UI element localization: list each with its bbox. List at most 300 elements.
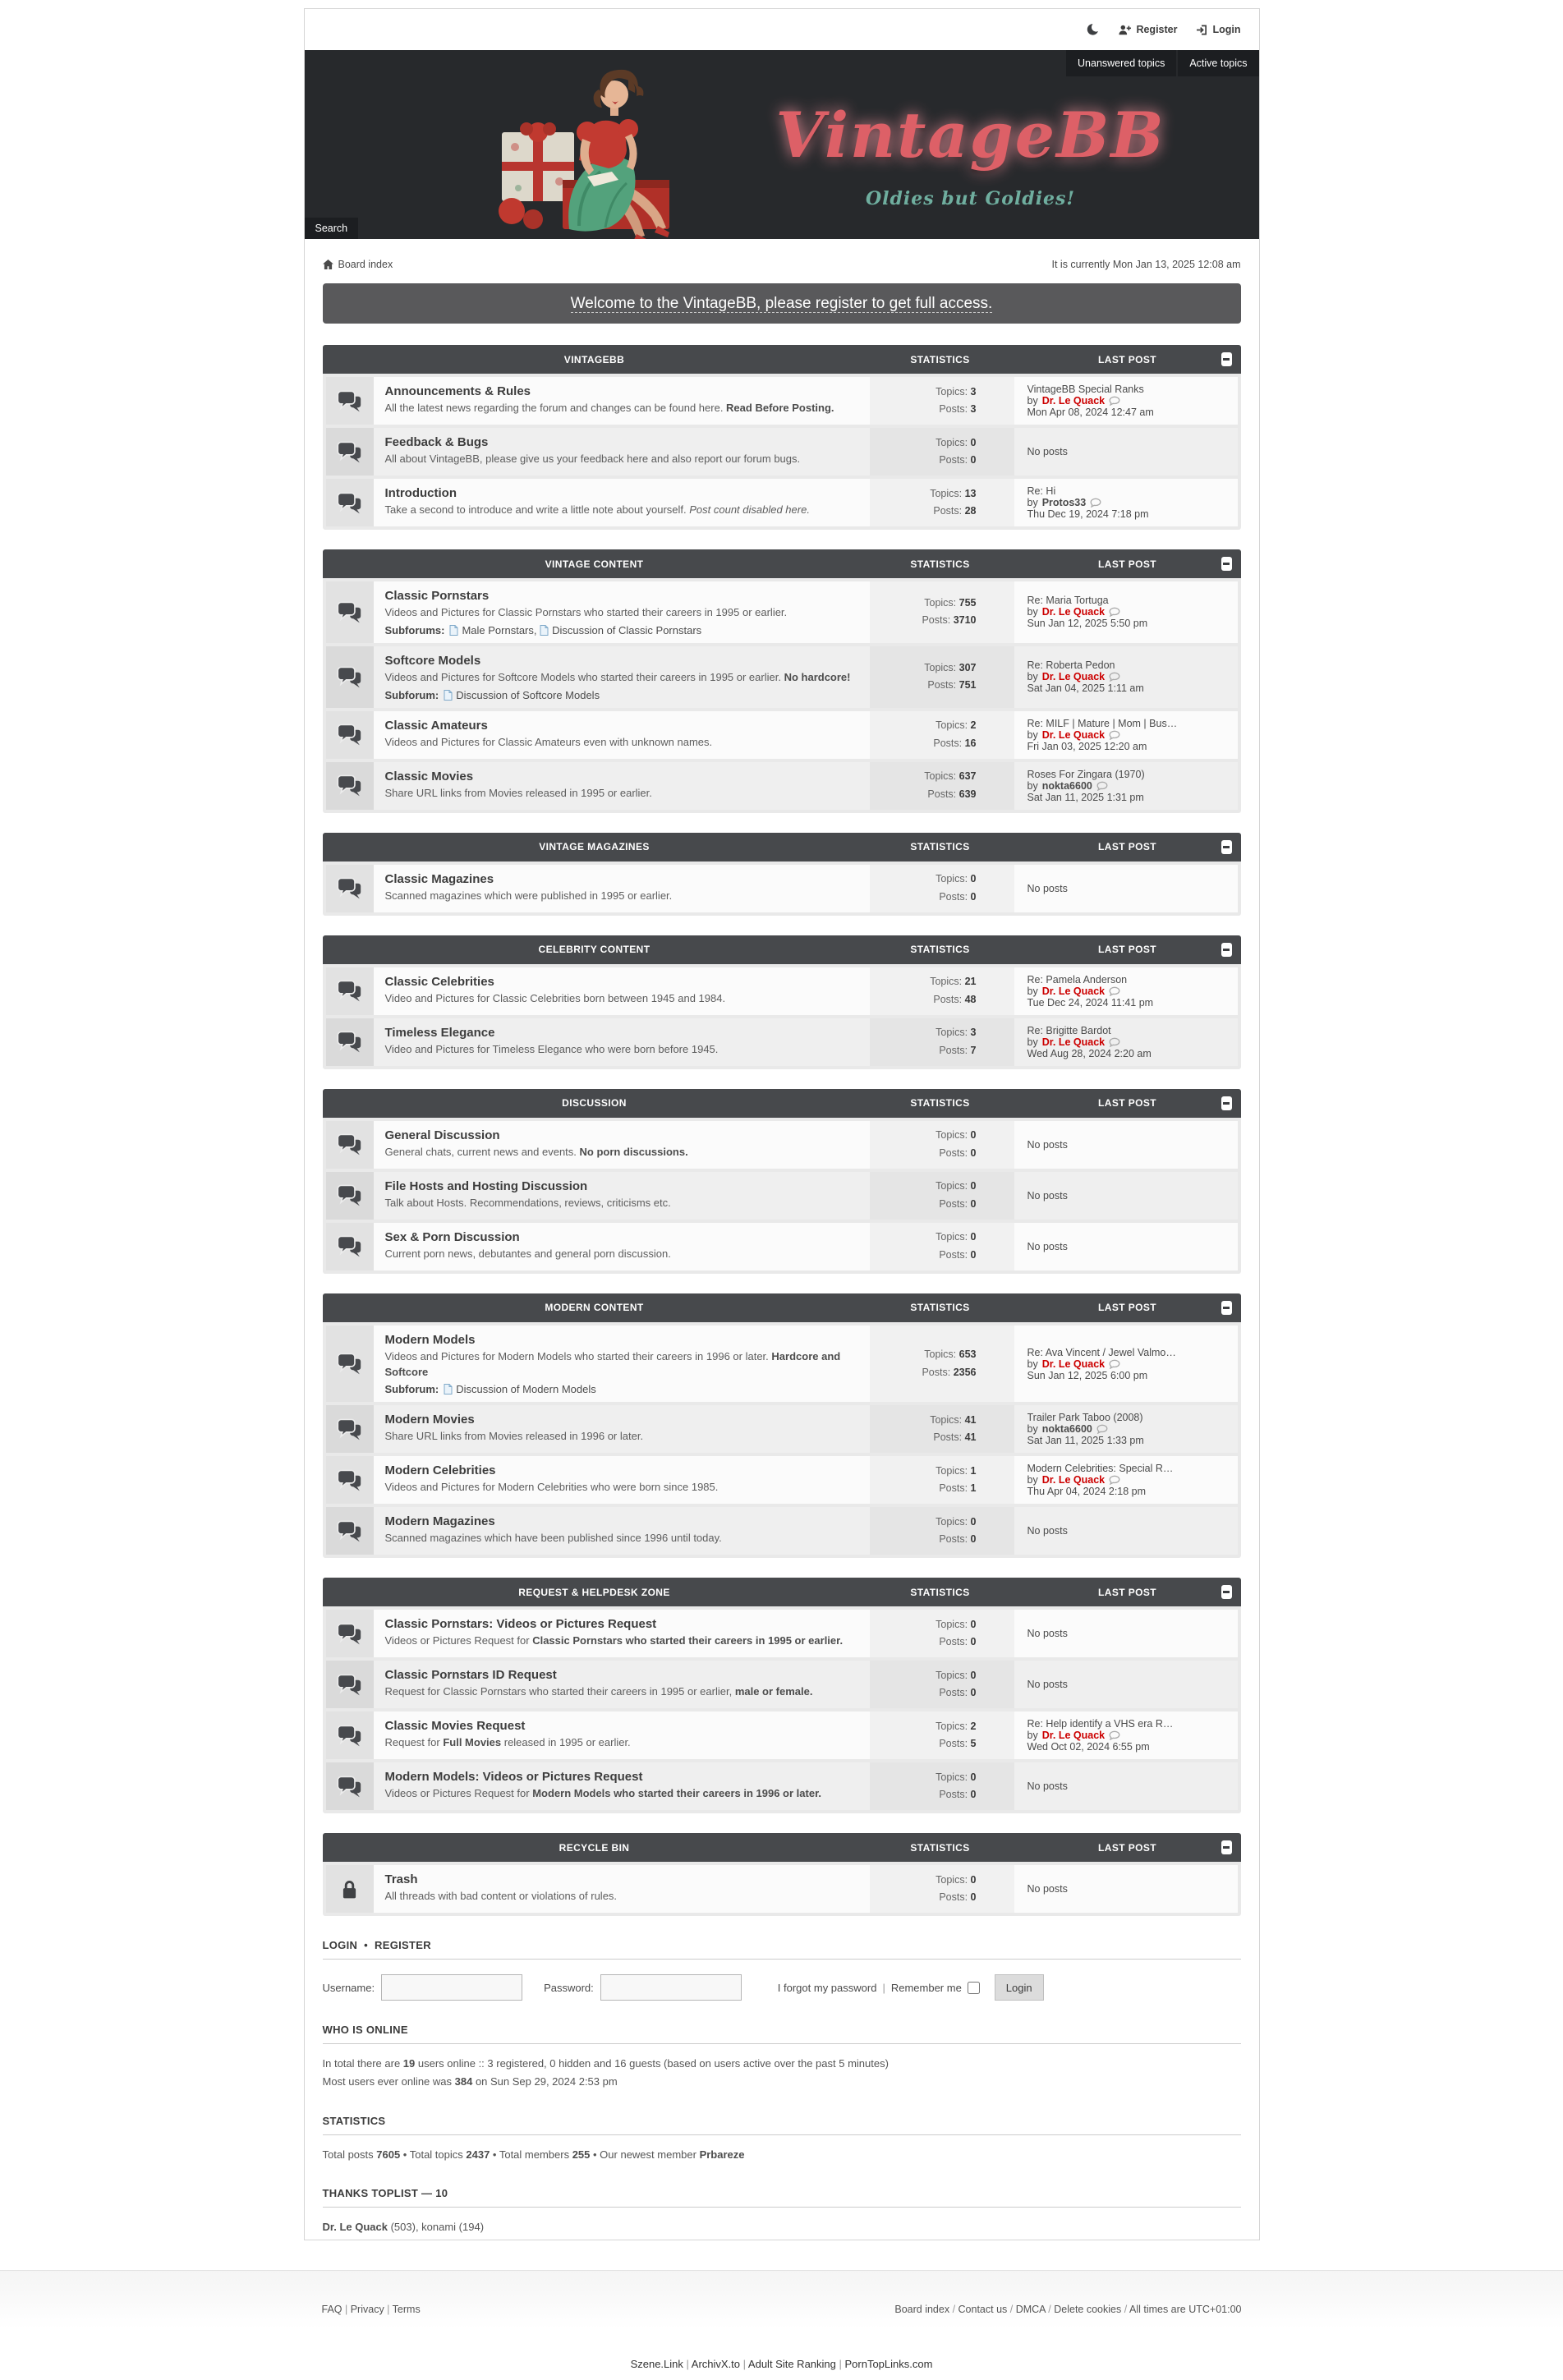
statistics-line: Total posts 7605 • Total topics 2437 • Total members 255 • Our newest member Prbareze	[322, 2148, 745, 2161]
login-section-link[interactable]: LOGIN	[322, 1939, 358, 1952]
forum-description: All the latest news regarding the forum and changes can be found here. Read Before Posting.	[384, 402, 834, 414]
last-post-title[interactable]: Re: Maria Tortuga	[1027, 595, 1109, 607]
last-post-date: Sat Jan 11, 2025 1:31 pm	[1027, 791, 1144, 803]
forum-statistics-cell	[870, 1405, 1014, 1453]
last-post-date: Sat Jan 11, 2025 1:33 pm	[1027, 1435, 1144, 1447]
forum-statistics-cell	[870, 1507, 1014, 1555]
go-to-last-post-icon[interactable]	[1109, 396, 1120, 406]
topics-label: Topics:	[936, 1465, 968, 1477]
topics-label: Topics:	[936, 1027, 968, 1039]
statistics-column-header: STATISTICS	[910, 1097, 970, 1110]
topics-label: Topics:	[930, 1414, 963, 1427]
forum-title-link[interactable]: Introduction	[384, 486, 457, 500]
forum-statistics-cell	[870, 646, 1014, 708]
topics-count: 0	[970, 1129, 977, 1142]
forum-info-cell	[374, 1326, 870, 1403]
last-post-title[interactable]: Re: Hi	[1027, 485, 1056, 497]
footer-link[interactable]: Contact us	[958, 2303, 1008, 2315]
breadcrumb-board-index[interactable]: Board index	[338, 259, 393, 270]
forum-title-link[interactable]: Timeless Elegance	[384, 1025, 495, 1040]
last-post-title[interactable]: Re: Brigitte Bardot	[1027, 1024, 1111, 1036]
go-to-last-post-icon[interactable]	[1096, 1424, 1108, 1434]
posts-label: Posts:	[939, 454, 968, 466]
welcome-register-link[interactable]: Welcome to the VintageBB, please register to get full access.	[570, 295, 993, 312]
forum-icon-cell	[326, 967, 374, 1015]
last-post-author[interactable]: Dr. Le Quack	[1041, 985, 1106, 997]
last-post-date: Sun Jan 12, 2025 6:00 pm	[1027, 1369, 1148, 1381]
collapse-category-icon[interactable]	[1221, 1096, 1232, 1110]
go-to-last-post-icon[interactable]	[1109, 986, 1120, 996]
forum-icon-cell	[326, 1711, 374, 1759]
main-content	[305, 239, 1259, 2240]
forum-info-cell	[374, 762, 870, 810]
dark-mode-toggle[interactable]	[1086, 23, 1099, 36]
forum-icon-cell	[326, 1172, 374, 1220]
go-to-last-post-icon[interactable]	[1109, 1359, 1120, 1369]
site-title: VintageBB	[775, 99, 1165, 172]
forum-title-link[interactable]: Trash	[384, 1872, 418, 1887]
category-title: VINTAGE MAGAZINES	[539, 841, 650, 853]
posts-label: Posts:	[939, 1636, 968, 1648]
forum-title-link[interactable]: Feedback & Bugs	[384, 435, 489, 449]
topics-count: 0	[970, 1670, 977, 1682]
last-post-author[interactable]: nokta6600	[1041, 1423, 1092, 1436]
topics-count: 2	[970, 719, 977, 732]
site-masthead	[305, 50, 1259, 239]
comments-icon	[337, 1674, 362, 1696]
statistics-column-header: STATISTICS	[910, 1841, 970, 1854]
forum-icon-cell	[326, 646, 374, 708]
forum-icon-cell	[326, 1610, 374, 1657]
forum-icon-cell	[326, 1762, 374, 1810]
last-post-cell	[1014, 1711, 1238, 1759]
footer-link[interactable]: Adult Site Ranking	[747, 2357, 836, 2370]
forum-info-cell	[374, 1610, 870, 1657]
login-label: Login	[1212, 24, 1241, 35]
collapse-category-icon[interactable]	[1221, 1301, 1232, 1315]
category-body	[323, 374, 1241, 530]
last-post-cell	[1014, 1405, 1238, 1453]
forum-statistics-cell	[870, 377, 1014, 425]
comments-icon	[337, 492, 362, 514]
topics-label: Topics:	[936, 1129, 968, 1142]
posts-label: Posts:	[922, 614, 951, 627]
forum-description: All about VintageBB, please give us your feedback here and also report our forum bugs.	[384, 453, 801, 465]
forum-title-link[interactable]: Softcore Models	[384, 653, 481, 668]
search-tab[interactable]: Search	[305, 218, 359, 239]
forum-title-link[interactable]: File Hosts and Hosting Discussion	[384, 1179, 588, 1193]
go-to-last-post-icon[interactable]	[1109, 1475, 1120, 1485]
statistics-column-header: STATISTICS	[910, 1586, 970, 1598]
last-post-cell	[1014, 428, 1238, 476]
category-header	[323, 935, 1241, 964]
forum-info-cell	[374, 1018, 870, 1066]
pinup-girl-illustration	[490, 57, 737, 239]
go-to-last-post-icon[interactable]	[1109, 607, 1120, 617]
forum-row	[326, 1456, 1238, 1504]
footer-link[interactable]: Delete cookies	[1054, 2303, 1122, 2315]
forum-description: Videos or Pictures Request for Modern Models who started their careers in 1996 or later.	[384, 1787, 822, 1800]
comments-icon	[337, 1623, 362, 1645]
forum-row	[326, 1661, 1238, 1708]
go-to-last-post-icon[interactable]	[1109, 730, 1120, 740]
comments-icon	[337, 1133, 362, 1156]
category-header	[323, 1293, 1241, 1322]
posts-count: 0	[970, 454, 977, 466]
forum-title-link[interactable]: Classic Pornstars	[384, 589, 490, 603]
forum-title-link[interactable]: General Discussion	[384, 1128, 500, 1142]
forgot-password-link[interactable]: I forgot my password	[777, 1981, 877, 1994]
last-post-date: Wed Oct 02, 2024 6:55 pm	[1027, 1741, 1150, 1753]
go-to-last-post-icon[interactable]	[1109, 672, 1120, 682]
forum-icon-cell	[326, 711, 374, 759]
last-post-author[interactable]: Protos33	[1041, 497, 1087, 508]
forum-row	[326, 1711, 1238, 1759]
comments-icon	[337, 1031, 362, 1053]
top-bar	[305, 9, 1259, 50]
forum-statistics-cell	[870, 1121, 1014, 1169]
last-post-author[interactable]: Dr. Le Quack	[1041, 1474, 1106, 1486]
subforums-label: Subforum:	[384, 688, 439, 701]
forum-title-link[interactable]: Sex & Porn Discussion	[384, 1229, 520, 1244]
topics-label: Topics:	[924, 597, 957, 609]
site-tagline: Oldies but Goldies!	[865, 188, 1076, 209]
last-post-date: Thu Dec 19, 2024 7:18 pm	[1027, 508, 1149, 520]
forum-statistics-cell	[870, 865, 1014, 912]
last-post-cell	[1014, 1610, 1238, 1657]
forum-title-link[interactable]: Classic Movies	[384, 769, 474, 783]
posts-count: 5	[970, 1738, 977, 1750]
forum-info-cell	[374, 377, 870, 425]
forum-icon-cell	[326, 1405, 374, 1453]
forum-title-link[interactable]: Modern Movies	[384, 1413, 475, 1427]
category-body	[323, 1606, 1241, 1813]
forum-info-cell	[374, 711, 870, 759]
no-posts-label: No posts	[1027, 1883, 1068, 1895]
last-post-cell	[1014, 377, 1238, 425]
collapse-category-icon[interactable]	[1221, 352, 1232, 366]
register-section-link[interactable]: REGISTER	[375, 1939, 431, 1952]
footer-link[interactable]: Szene.Link	[630, 2357, 683, 2370]
subforums-label: Subforums:	[384, 623, 445, 636]
no-posts-label: No posts	[1027, 882, 1068, 894]
posts-count: 0	[970, 1248, 977, 1261]
collapse-category-icon[interactable]	[1221, 557, 1232, 571]
forum-info-cell	[374, 1507, 870, 1555]
posts-count: 7	[970, 1044, 977, 1056]
login-form: Username: Password: I forgot my password | Remember me Login	[323, 1974, 1241, 2001]
footer-link[interactable]: Board index	[894, 2303, 950, 2315]
header-tabs	[1066, 50, 1258, 76]
forum-title-link[interactable]: Announcements & Rules	[384, 384, 531, 398]
username-input[interactable]	[381, 1974, 522, 2001]
footer-link[interactable]: PornTopLinks.com	[844, 2357, 933, 2370]
last-post-title[interactable]: Re: Help identify a VHS era R…	[1027, 1718, 1174, 1730]
last-post-author[interactable]: Dr. Le Quack	[1041, 728, 1106, 741]
home-icon	[323, 260, 333, 269]
username-label: Username:	[322, 1981, 375, 1994]
last-post-date: Thu Apr 04, 2024 2:18 pm	[1027, 1486, 1147, 1498]
category-block	[323, 1833, 1241, 1916]
topics-label: Topics:	[936, 1874, 968, 1886]
posts-label: Posts:	[939, 1197, 968, 1210]
forum-icon-cell	[326, 1456, 374, 1504]
last-post-author[interactable]: Dr. Le Quack	[1041, 1036, 1106, 1048]
user-plus-icon	[1119, 25, 1131, 35]
forum-page-panel	[304, 8, 1260, 2240]
comments-icon	[337, 1469, 362, 1491]
forum-row	[326, 865, 1238, 912]
active-topics-tab[interactable]: Active topics	[1178, 50, 1258, 76]
unanswered-topics-tab[interactable]: Unanswered topics	[1066, 50, 1176, 76]
last-post-title[interactable]: Roses For Zingara (1970)	[1027, 768, 1145, 780]
category-block	[323, 1578, 1241, 1813]
by-label: by	[1027, 1474, 1038, 1486]
login-link[interactable]	[1197, 24, 1240, 35]
footer-link[interactable]: Privacy	[350, 2303, 384, 2315]
forum-description: Videos and Pictures for Classic Pornstars who started their careers in 1995 or earlier.	[384, 606, 788, 618]
last-post-cell	[1014, 865, 1238, 912]
forum-title-link[interactable]: Classic Celebrities	[384, 974, 494, 989]
forum-icon-cell	[326, 865, 374, 912]
forum-row	[326, 1326, 1238, 1403]
comments-icon	[337, 724, 362, 746]
password-input[interactable]	[600, 1974, 742, 2001]
comments-icon	[337, 441, 362, 463]
last-post-date: Sat Jan 04, 2025 1:11 am	[1027, 682, 1144, 695]
forum-statistics-cell	[870, 762, 1014, 810]
collapse-category-icon[interactable]	[1221, 1585, 1232, 1599]
no-posts-label: No posts	[1027, 1240, 1068, 1252]
comments-icon	[337, 1353, 362, 1375]
forum-title-link[interactable]: Modern Models: Videos or Pictures Request	[384, 1770, 643, 1785]
forum-row	[326, 1762, 1238, 1810]
by-label: by	[1027, 395, 1038, 407]
comments-icon	[337, 774, 362, 797]
topics-label: Topics:	[936, 436, 968, 448]
forum-title-link[interactable]: Classic Pornstars ID Request	[384, 1668, 557, 1683]
last-post-author[interactable]: Dr. Le Quack	[1041, 1730, 1106, 1742]
last-post-title[interactable]: Re: Pamela Anderson	[1027, 973, 1128, 986]
go-to-last-post-icon[interactable]	[1109, 1037, 1120, 1047]
last-post-cell	[1014, 1865, 1238, 1913]
topics-label: Topics:	[924, 662, 957, 674]
footer-left-links: FAQ | Privacy | Terms	[321, 2303, 421, 2315]
last-post-author[interactable]: Dr. Le Quack	[1041, 606, 1106, 618]
comments-icon	[337, 601, 362, 623]
forum-statistics-cell	[870, 581, 1014, 643]
comments-icon	[337, 390, 362, 412]
posts-count: 0	[970, 1687, 977, 1699]
last-post-cell	[1014, 1172, 1238, 1220]
forum-title-link[interactable]: Modern Magazines	[384, 1514, 495, 1529]
last-post-title[interactable]: Modern Celebrities: Special R…	[1027, 1463, 1174, 1475]
forum-description: Share URL links from Movies released in 1995 or earlier.	[384, 786, 652, 799]
last-post-cell	[1014, 1018, 1238, 1066]
forum-description: Scanned magazines which were published in 1995 or earlier.	[384, 889, 673, 902]
last-post-date: Sun Jan 12, 2025 5:50 pm	[1027, 618, 1148, 630]
no-posts-label: No posts	[1027, 1138, 1068, 1151]
last-post-title[interactable]: VintageBB Special Ranks	[1027, 384, 1144, 395]
subforums-line	[385, 689, 858, 701]
posts-label: Posts:	[927, 679, 957, 691]
topics-label: Topics:	[924, 770, 957, 783]
forum-statistics-cell	[870, 1711, 1014, 1759]
forum-description: Talk about Hosts. Recommendations, reviews, criticisms etc.	[384, 1196, 671, 1209]
posts-label: Posts:	[939, 1248, 968, 1261]
forum-statistics-cell	[870, 428, 1014, 476]
posts-count: 0	[970, 1197, 977, 1210]
last-post-author[interactable]: nokta6600	[1041, 779, 1092, 792]
category-title: CELEBRITY CONTENT	[538, 944, 650, 956]
posts-count: 0	[970, 890, 977, 903]
statistics-column-header: STATISTICS	[910, 944, 970, 956]
last-post-author[interactable]: Dr. Le Quack	[1041, 395, 1106, 407]
user-link[interactable]: Dr. Le Quack	[322, 2220, 388, 2233]
by-label: by	[1027, 1730, 1038, 1742]
topics-count: 0	[970, 1874, 977, 1886]
last-post-column-header: LAST POST	[1098, 1097, 1156, 1110]
last-post-date: Fri Jan 03, 2025 12:20 am	[1027, 740, 1147, 752]
forum-info-cell	[374, 1405, 870, 1453]
posts-count: 28	[964, 505, 977, 517]
by-label: by	[1027, 1036, 1038, 1048]
category-header	[323, 345, 1241, 374]
category-block	[323, 1089, 1241, 1274]
thanks-toplist-title: THANKS TOPLIST — 10	[322, 2186, 448, 2199]
topics-label: Topics:	[936, 1180, 968, 1192]
last-post-column-header: LAST POST	[1098, 353, 1156, 365]
subforum-page-icon	[540, 625, 549, 636]
forum-statistics-cell	[870, 1610, 1014, 1657]
partner-links: Szene.Link | ArchivX.to | Adult Site Ranking | PornTopLinks.com	[630, 2357, 933, 2370]
topics-count: 0	[970, 1180, 977, 1192]
subforum-link[interactable]: Discussion of Classic Pornstars	[540, 624, 701, 636]
footer-link[interactable]: ArchivX.to	[691, 2357, 741, 2370]
site-logo[interactable]	[775, 99, 1165, 209]
category-title: RECYCLE BIN	[559, 1841, 630, 1854]
posts-count: 0	[970, 1789, 977, 1801]
comments-icon	[337, 1776, 362, 1798]
thanks-toplist-section	[323, 2187, 1241, 2236]
forum-description: Current porn news, debutantes and general porn discussion.	[384, 1247, 671, 1260]
last-post-title[interactable]: Re: Ava Vincent / Jewel Valmo…	[1027, 1346, 1176, 1358]
footer-link[interactable]: Terms	[392, 2303, 421, 2315]
page-footer	[0, 2270, 1563, 2370]
subforum-link[interactable]: Male Pornstars	[449, 624, 533, 636]
posts-count: 0	[970, 1891, 977, 1904]
forum-icon-cell	[326, 1223, 374, 1270]
remember-me-checkbox[interactable]	[968, 1982, 980, 1994]
forum-statistics-cell	[870, 711, 1014, 759]
topics-label: Topics:	[930, 976, 963, 988]
forum-description: Request for Full Movies released in 1995 or earlier.	[384, 1736, 631, 1749]
forum-row	[326, 581, 1238, 643]
forum-row	[326, 1223, 1238, 1270]
by-label: by	[1027, 779, 1038, 792]
forum-description: Videos and Pictures for Modern Celebrities who were born since 1985.	[384, 1481, 719, 1494]
category-header	[323, 1578, 1241, 1606]
forum-title-link[interactable]: Classic Amateurs	[384, 718, 488, 733]
forum-info-cell	[374, 646, 870, 708]
last-post-column-header: LAST POST	[1098, 1841, 1156, 1854]
collapse-category-icon[interactable]	[1221, 943, 1232, 957]
forum-row	[326, 1121, 1238, 1169]
forum-icon-cell	[326, 1507, 374, 1555]
collapse-category-icon[interactable]	[1221, 840, 1232, 854]
subforum-link[interactable]: Discussion of Softcore Models	[444, 689, 600, 701]
go-to-last-post-icon[interactable]	[1096, 781, 1108, 791]
forum-info-cell	[374, 1865, 870, 1913]
topics-count: 307	[958, 662, 977, 674]
subforum-link[interactable]: Discussion of Modern Models	[444, 1383, 596, 1395]
last-post-cell	[1014, 967, 1238, 1015]
collapse-category-icon[interactable]	[1221, 1840, 1232, 1854]
by-label: by	[1027, 606, 1038, 618]
register-link[interactable]	[1119, 24, 1177, 35]
breadcrumb	[323, 259, 1241, 270]
forum-row	[326, 1172, 1238, 1220]
register-label: Register	[1136, 24, 1178, 35]
login-button[interactable]: Login	[995, 1974, 1044, 2001]
who-is-online-section	[323, 2024, 1241, 2091]
last-post-date: Tue Dec 24, 2024 11:41 pm	[1027, 996, 1154, 1009]
forum-description: Video and Pictures for Classic Celebrities born between 1945 and 1984.	[384, 991, 726, 1004]
statistics-column-header: STATISTICS	[910, 558, 970, 570]
topics-label: Topics:	[936, 1721, 968, 1733]
last-post-column-header: LAST POST	[1098, 841, 1156, 853]
forum-statistics-cell	[870, 967, 1014, 1015]
last-post-title[interactable]: Trailer Park Taboo (2008)	[1027, 1412, 1143, 1424]
forum-title-link[interactable]: Classic Movies Request	[384, 1719, 526, 1734]
forum-title-link[interactable]: Classic Pornstars: Videos or Pictures Request	[384, 1617, 657, 1632]
forum-description: Share URL links from Movies released in 1996 or later.	[384, 1430, 644, 1443]
last-post-title[interactable]: Re: Roberta Pedon	[1027, 659, 1115, 672]
category-body	[323, 1862, 1241, 1916]
category-header	[323, 1089, 1241, 1118]
posts-label: Posts:	[939, 1533, 968, 1546]
topics-count: 21	[964, 976, 977, 988]
footer-link[interactable]: DMCA	[1015, 2303, 1046, 2315]
posts-count: 41	[964, 1431, 977, 1444]
last-post-author[interactable]: Dr. Le Quack	[1041, 1358, 1106, 1370]
by-label: by	[1027, 1358, 1038, 1370]
forum-description: Videos and Pictures for Softcore Models who started their careers in 1995 or earlier. No hardcore!	[384, 670, 851, 683]
footer-link[interactable]: FAQ	[321, 2303, 342, 2315]
last-post-cell	[1014, 1223, 1238, 1270]
last-post-title[interactable]: Re: MILF | Mature | Mom | Bus…	[1027, 717, 1178, 729]
topics-label: Topics:	[936, 1771, 968, 1784]
topics-label: Topics:	[936, 719, 968, 732]
go-to-last-post-icon[interactable]	[1109, 1730, 1120, 1740]
topics-count: 0	[970, 1771, 977, 1784]
forum-icon-cell	[326, 1018, 374, 1066]
statistics-title: STATISTICS	[322, 2114, 386, 2127]
forum-description: General chats, current news and events. No porn discussions.	[384, 1145, 688, 1158]
topics-label: Topics:	[936, 873, 968, 885]
subforum-page-icon	[449, 625, 458, 636]
forum-title-link[interactable]: Modern Celebrities	[384, 1463, 496, 1478]
category-block	[323, 1293, 1241, 1559]
forum-title-link[interactable]: Modern Models	[384, 1332, 476, 1347]
topics-label: Topics:	[930, 487, 963, 499]
posts-count: 3710	[953, 614, 977, 627]
posts-count: 1	[970, 1482, 977, 1495]
forum-title-link[interactable]: Classic Magazines	[384, 871, 494, 886]
statistics-column-header: STATISTICS	[910, 841, 970, 853]
go-to-last-post-icon[interactable]	[1090, 498, 1101, 508]
last-post-author[interactable]: Dr. Le Quack	[1041, 671, 1106, 683]
